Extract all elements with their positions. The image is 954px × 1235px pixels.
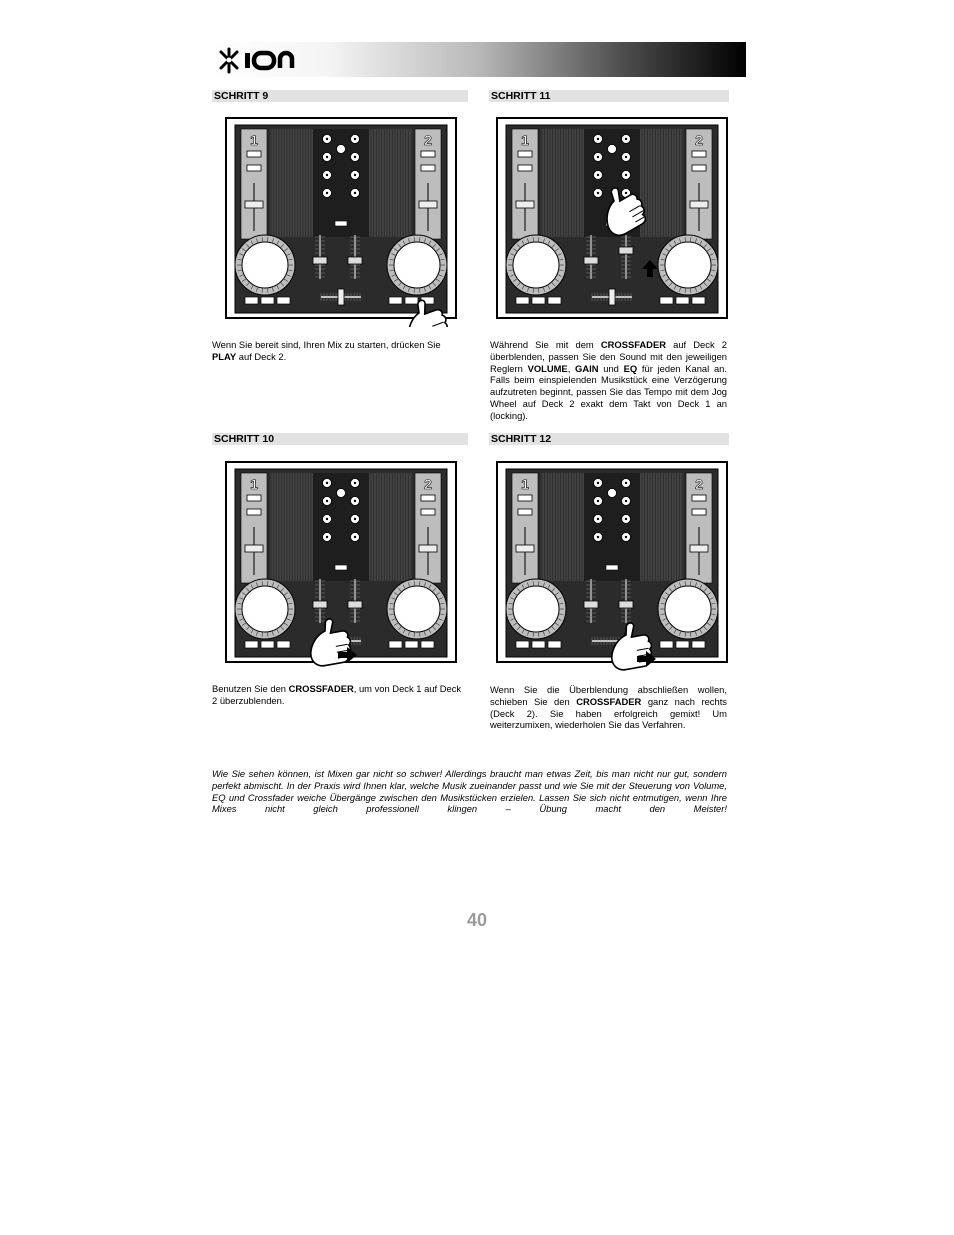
cue-knob [337, 489, 346, 498]
jog-wheel [665, 586, 711, 632]
transport-button [516, 297, 529, 304]
transport-button [692, 297, 705, 304]
knob-dot [354, 174, 356, 176]
transport-button [261, 641, 274, 648]
deck-button [692, 165, 706, 171]
step-12-text [490, 684, 727, 731]
controller-illustration [225, 461, 457, 671]
controller-figure [496, 461, 728, 676]
transport-button [277, 297, 290, 304]
transport-button [245, 297, 258, 304]
knob-dot [326, 482, 328, 484]
knob-dot [625, 192, 627, 194]
knob-dot [597, 536, 599, 538]
knob-dot [354, 192, 356, 194]
cue-knob [337, 145, 346, 154]
bold-term: CROSSFADER [288, 683, 354, 694]
text-run: Wenn Sie bereit sind, Ihren Mix zu starten, drücken Sie [212, 339, 441, 350]
center-button [606, 565, 618, 570]
step-10-text [212, 683, 467, 707]
knob-dot [326, 192, 328, 194]
transport-button [660, 641, 673, 648]
bold-term: CROSSFADER [600, 339, 666, 350]
knob-dot [354, 138, 356, 140]
jog-wheel [513, 586, 559, 632]
controller-illustration [496, 117, 728, 327]
text-run: Während Sie mit dem [490, 339, 601, 350]
knob-dot [326, 156, 328, 158]
center-button [335, 221, 347, 226]
ion-logo [216, 45, 308, 75]
controller-illustration [225, 117, 457, 327]
deck-button [247, 509, 261, 515]
controller-figure [496, 117, 728, 332]
text-run: Benutzen Sie den [212, 683, 289, 694]
knob-dot [354, 500, 356, 502]
deck-button [518, 495, 532, 501]
transport-button [532, 297, 545, 304]
text-run: ganz nach rechts (Deck 2). Sie haben erfolgreich gemixt! Um weiterzumixen, wiederholen Sie das Verfahren. [490, 695, 727, 731]
deck-button [518, 151, 532, 157]
deck-number: 1 [250, 476, 258, 492]
deck-button [692, 151, 706, 157]
transport-button [245, 641, 258, 648]
closing-paragraph: Wie Sie sehen können, ist Mixen gar nicht so schwer! Allerdings braucht man etwas Zeit, bis man nicht nur gut, sondern perfekt abmischt. In der Praxis wird Ihnen klar, welche Musik zueinander passt und wie Sie mit der Steuerung von Volume, EQ und Crossfader weiche Übergänge zwischen den Musikstücken erzielen. Lassen Sie sich nicht entmutigen, wenn Ihre Mixes nicht gleich professionell klingen – Übung macht den Meister! [212, 768, 727, 815]
cue-knob [608, 489, 617, 498]
transport-button [277, 641, 290, 648]
channel-fader-cap [348, 257, 362, 264]
pitch-fader [245, 201, 263, 208]
bold-term: GAIN [575, 362, 599, 374]
jog-wheel [394, 586, 440, 632]
jog-wheel [394, 242, 440, 288]
controller-figure [225, 461, 457, 676]
channel-fader-cap [584, 257, 598, 264]
knob-dot [625, 482, 627, 484]
jog-wheel [513, 242, 559, 288]
transport-button [405, 641, 418, 648]
header-bar [212, 42, 746, 77]
knob-dot [354, 536, 356, 538]
knob-dot [597, 138, 599, 140]
transport-button [692, 641, 705, 648]
deck-button [518, 509, 532, 515]
deck-number: 1 [250, 132, 258, 148]
deck-button [421, 165, 435, 171]
knob-dot [597, 518, 599, 520]
transport-button [548, 297, 561, 304]
page-number: 40 [466, 910, 488, 930]
knob-dot [625, 500, 627, 502]
deck-button [247, 165, 261, 171]
channel-fader-cap [619, 247, 633, 254]
pitch-fader [690, 545, 708, 552]
deck-number: 2 [424, 132, 432, 148]
text-run: und [598, 362, 624, 374]
deck-number: 2 [695, 132, 703, 148]
deck-button [421, 509, 435, 515]
transport-button [421, 641, 434, 648]
transport-button [532, 641, 545, 648]
knob-dot [625, 138, 627, 140]
knob-dot [597, 156, 599, 158]
deck-button [518, 165, 532, 171]
pitch-fader [245, 545, 263, 552]
knob-dot [354, 156, 356, 158]
controller-illustration [496, 461, 728, 671]
transport-button [389, 641, 402, 648]
knob-dot [597, 500, 599, 502]
channel-fader-cap [584, 601, 598, 608]
channel-fader-cap [348, 601, 362, 608]
text-run: auf Deck 2. [236, 350, 287, 362]
deck-number: 1 [521, 476, 529, 492]
jog-wheel [242, 242, 288, 288]
transport-button [389, 297, 402, 304]
deck-number: 2 [695, 476, 703, 492]
jog-wheel [242, 586, 288, 632]
pitch-fader [690, 201, 708, 208]
bold-term: PLAY [212, 350, 237, 362]
knob-dot [625, 174, 627, 176]
crossfader-cap [609, 289, 615, 305]
bold-term: EQ [623, 362, 638, 374]
controller-figure [225, 117, 457, 332]
channel-fader-cap [313, 601, 327, 608]
knob-dot [625, 518, 627, 520]
step-12-heading: SCHRITT 12 [489, 433, 729, 445]
transport-button [676, 297, 689, 304]
knob-dot [326, 500, 328, 502]
bold-term: CROSSFADER [576, 695, 642, 707]
deck-button [692, 495, 706, 501]
knob-dot [597, 482, 599, 484]
text-run: für jeden Kanal an. Falls beim einspielenden Musikstück eine Verzögerung aufzutreten beginnt, passen Sie das Tempo mit dem Jog Wheel auf Deck 2 exakt dem Takt von Deck 1 an (locking). [490, 362, 728, 421]
transport-button [516, 641, 529, 648]
transport-button [405, 297, 418, 304]
knob-dot [326, 536, 328, 538]
transport-button [548, 641, 561, 648]
deck-button [247, 495, 261, 501]
text-run: , [567, 362, 576, 374]
knob-dot [326, 174, 328, 176]
channel-fader-cap [313, 257, 327, 264]
knob-dot [625, 156, 627, 158]
deck-button [421, 151, 435, 157]
deck-number: 2 [424, 476, 432, 492]
step-9-heading: SCHRITT 9 [212, 90, 468, 102]
pitch-fader [419, 201, 437, 208]
pitch-fader [516, 545, 534, 552]
jog-wheel [665, 242, 711, 288]
knob-dot [326, 518, 328, 520]
knob-dot [354, 482, 356, 484]
channel-fader-cap [619, 601, 633, 608]
deck-button [692, 509, 706, 515]
knob-dot [625, 536, 627, 538]
knob-dot [597, 192, 599, 194]
knob-dot [354, 518, 356, 520]
text-run: auf Deck 2 überblenden, passen Sie den Sound mit den jeweiligen Reglern [490, 339, 727, 374]
text-run: , um von Deck 1 auf Deck 2 überzublenden. [212, 683, 462, 706]
crossfader-cap [338, 289, 344, 305]
center-button [335, 565, 347, 570]
knob-dot [597, 174, 599, 176]
transport-button [676, 641, 689, 648]
transport-button [261, 297, 274, 304]
text-run: Wenn Sie die Überblendung abschließen wollen, schieben Sie den [490, 684, 727, 707]
step-11-text [490, 339, 727, 422]
step-9-text [212, 339, 467, 363]
transport-button [660, 297, 673, 304]
step-11-heading: SCHRITT 11 [489, 90, 729, 102]
bold-term: VOLUME [527, 362, 568, 374]
deck-button [247, 151, 261, 157]
cue-knob [608, 145, 617, 154]
pitch-fader [516, 201, 534, 208]
deck-number: 1 [521, 132, 529, 148]
deck-button [421, 495, 435, 501]
pitch-fader [419, 545, 437, 552]
step-10-heading: SCHRITT 10 [212, 433, 468, 445]
knob-dot [326, 138, 328, 140]
